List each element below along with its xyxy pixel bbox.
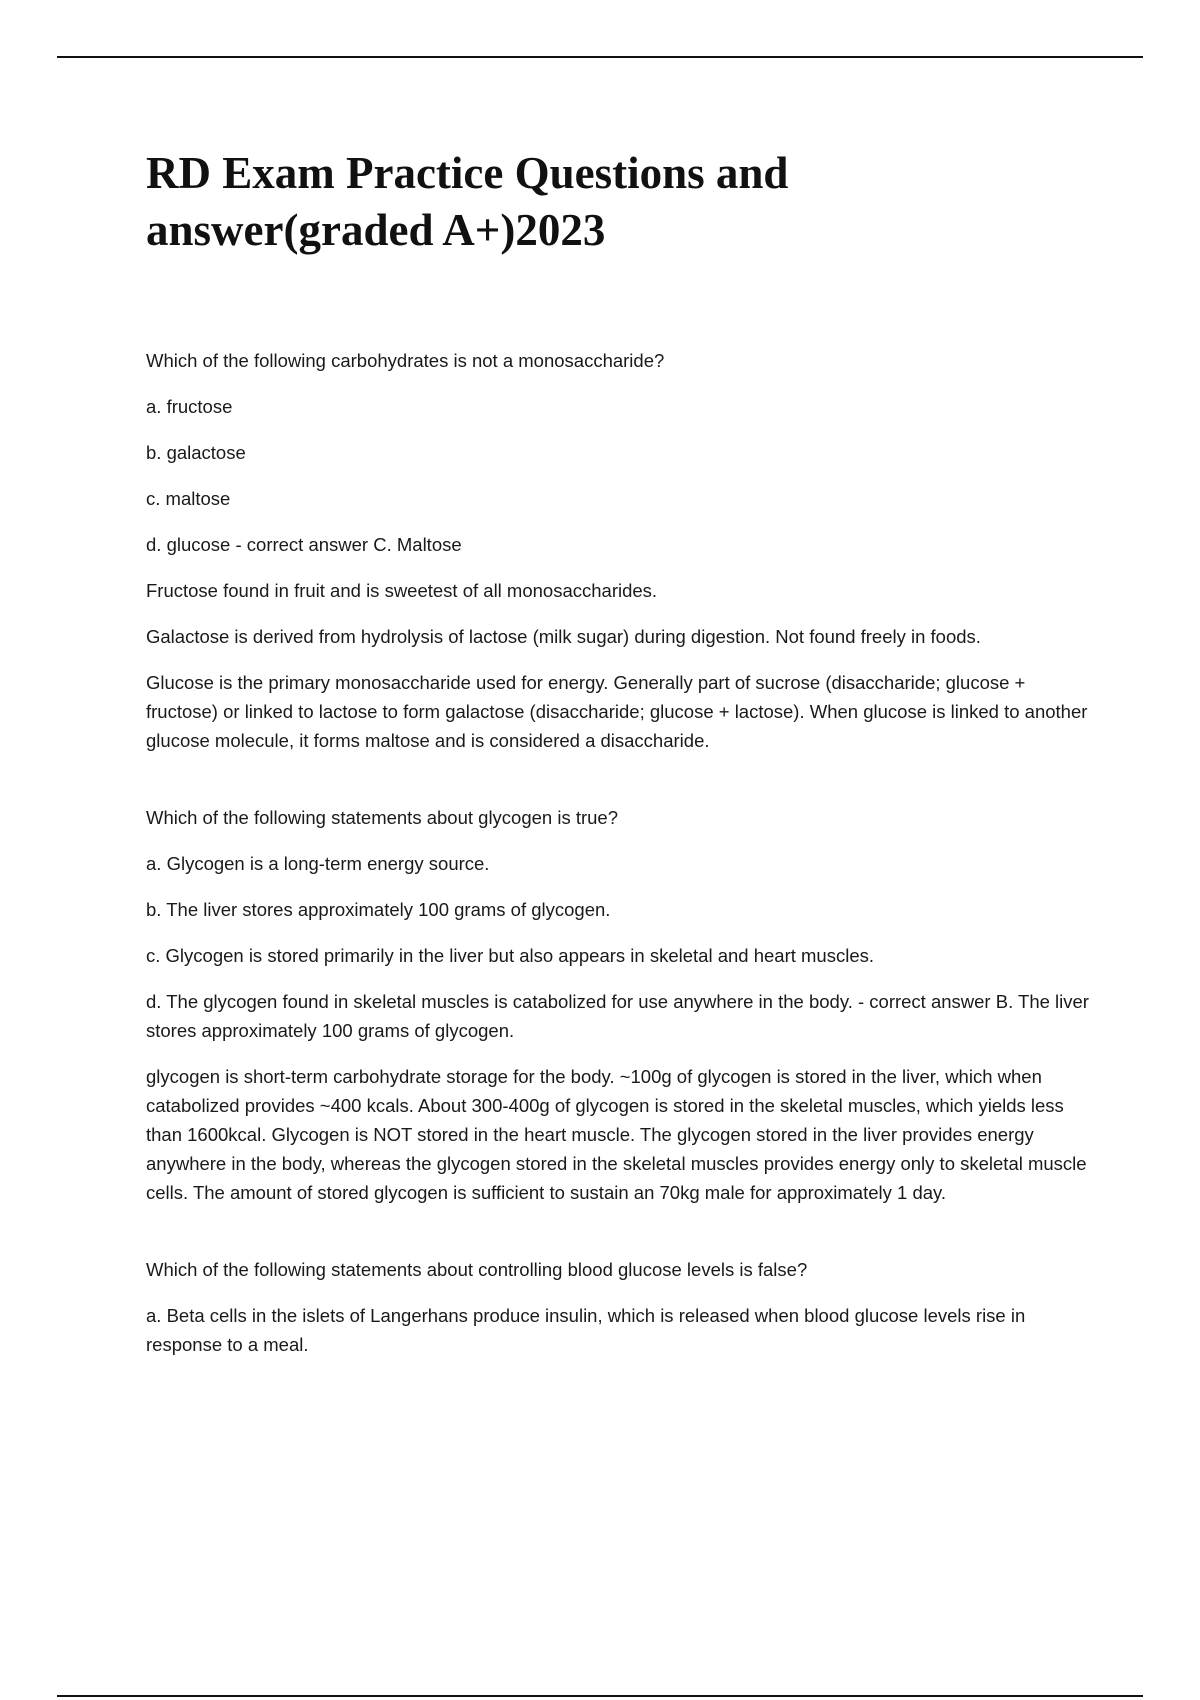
title-line-1: RD Exam Practice Questions and [146, 148, 789, 198]
question-text: Which of the following statements about controlling blood glucose levels is false? [146, 1259, 808, 1280]
option-d-with-answer: d. glucose - correct answer C. Maltose [146, 534, 462, 555]
option-c: c. maltose [146, 488, 231, 509]
explanation-paragraph: Glucose is the primary monosaccharide used for energy. Generally part of sucrose (disaccharide; glucose + fructose) or linked to lactose to form galactose (disaccharide; glucose + lactose). When glucose is linked to another glucose molecule, it forms maltose and is considered a disaccharide. [146, 672, 1088, 751]
title-line-2: answer(graded A+)2023 [146, 205, 606, 255]
explanation-paragraph: glycogen is short-term carbohydrate storage for the body. ~100g of glycogen is stored in the liver, which when catabolized provides ~400 kcals. About 300-400g of glycogen is stored in the skeletal muscles, which yields less than 1600kcal. Glycogen is NOT stored in the heart muscle. The glycogen stored in the liver provides energy anywhere in the body, whereas the glycogen stored in the skeletal muscles provides energy only to skeletal muscle cells. The amount of stored glycogen is sufficient to sustain an 70kg male for approximately 1 day. [146, 1066, 1087, 1203]
option-a: a. Glycogen is a long-term energy source. [146, 853, 490, 874]
option-c: c. Glycogen is stored primarily in the liver but also appears in skeletal and heart muscles. [146, 945, 875, 966]
question-block-1 [146, 346, 1096, 755]
document-title [146, 145, 1046, 259]
question-text: Which of the following carbohydrates is not a monosaccharide? [146, 350, 665, 371]
bottom-rule [57, 1695, 1143, 1697]
question-text: Which of the following statements about glycogen is true? [146, 807, 619, 828]
explanation-paragraph: Galactose is derived from hydrolysis of lactose (milk sugar) during digestion. Not found freely in foods. [146, 626, 981, 647]
option-a: a. Beta cells in the islets of Langerhans produce insulin, which is released when blood glucose levels rise in response to a meal. [146, 1305, 1026, 1355]
top-rule [57, 56, 1143, 58]
option-b: b. galactose [146, 442, 246, 463]
option-a: a. fructose [146, 396, 233, 417]
question-block-2 [146, 803, 1096, 1207]
document-body [146, 346, 1096, 1376]
explanation-paragraph: Fructose found in fruit and is sweetest of all monosaccharides. [146, 580, 658, 601]
option-b: b. The liver stores approximately 100 grams of glycogen. [146, 899, 611, 920]
question-block-3 [146, 1255, 1096, 1359]
option-d-with-answer: d. The glycogen found in skeletal muscles is catabolized for use anywhere in the body. - correct answer B. The liver stores approximately 100 grams of glycogen. [146, 991, 1089, 1041]
